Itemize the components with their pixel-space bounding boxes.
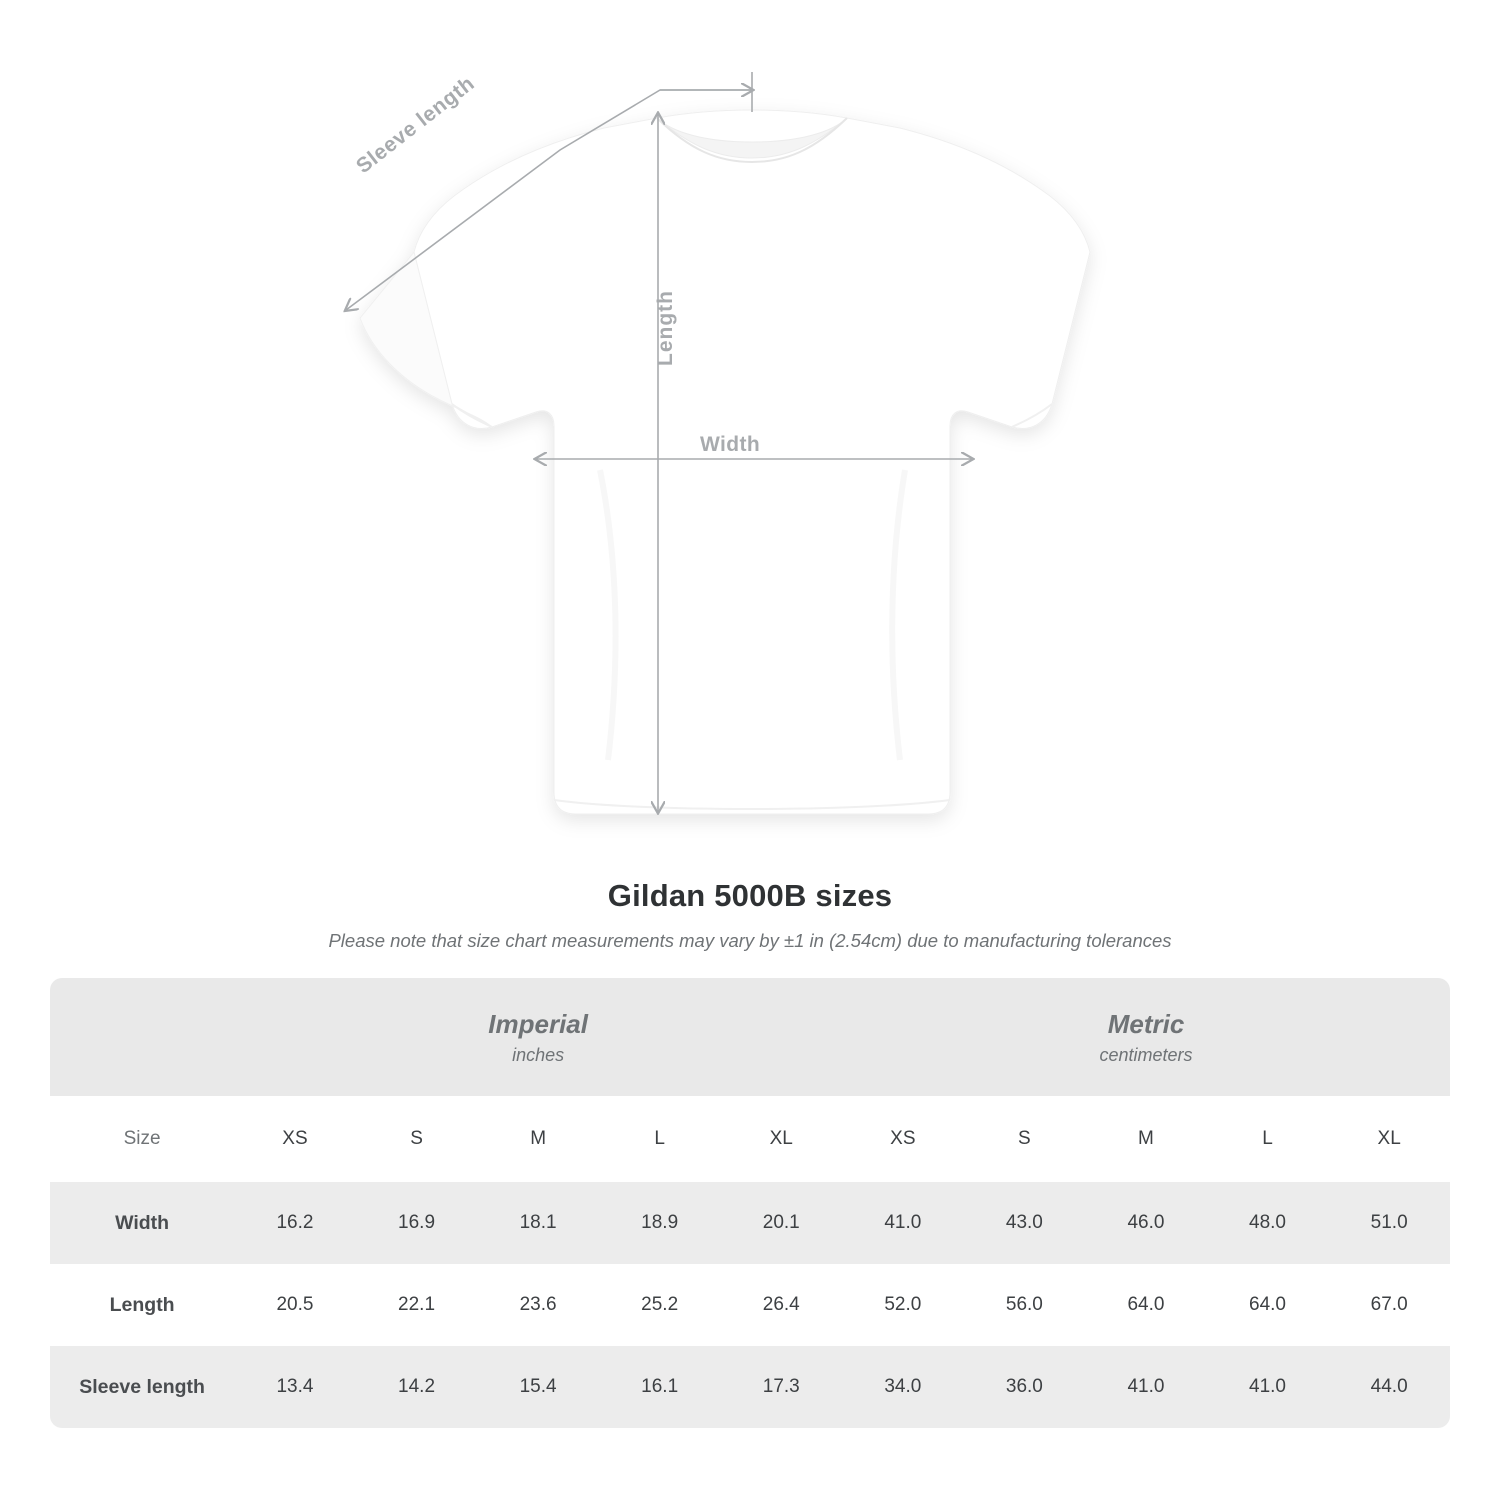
- cell-length-imperial-l: 25.2: [599, 1264, 721, 1346]
- cell-sleeve-imperial-xl: 17.3: [720, 1346, 842, 1428]
- size-table: [50, 978, 1450, 1428]
- table-row: [50, 1264, 1450, 1346]
- cell-width-metric-l: 48.0: [1207, 1182, 1329, 1264]
- cell-sleeve-imperial-l: 16.1: [599, 1346, 721, 1428]
- unit-header-spacer: [50, 978, 234, 1096]
- cell-width-metric-xl: 51.0: [1328, 1182, 1450, 1264]
- cell-sleeve-metric-xl: 44.0: [1328, 1346, 1450, 1428]
- size-header-imperial-m: M: [477, 1096, 599, 1182]
- cell-width-imperial-s: 16.9: [356, 1182, 478, 1264]
- size-header-row: [50, 1096, 1450, 1182]
- cell-width-metric-s: 43.0: [964, 1182, 1086, 1264]
- table-row: [50, 1346, 1450, 1428]
- cell-width-imperial-m: 18.1: [477, 1182, 599, 1264]
- cell-sleeve-imperial-s: 14.2: [356, 1346, 478, 1428]
- size-header-imperial-xs: XS: [234, 1096, 356, 1182]
- cell-length-metric-xs: 52.0: [842, 1264, 964, 1346]
- cell-length-metric-s: 56.0: [964, 1264, 1086, 1346]
- row-label-length: Length: [50, 1264, 234, 1346]
- cell-sleeve-metric-xs: 34.0: [842, 1346, 964, 1428]
- cell-sleeve-imperial-xs: 13.4: [234, 1346, 356, 1428]
- chart-title: Gildan 5000B sizes: [607, 878, 893, 913]
- size-header-imperial-s: S: [356, 1096, 478, 1182]
- cell-width-metric-m: 46.0: [1085, 1182, 1207, 1264]
- cell-length-metric-l: 64.0: [1207, 1264, 1329, 1346]
- tshirt-shape: [360, 110, 1090, 814]
- cell-length-imperial-xs: 20.5: [234, 1264, 356, 1346]
- row-label-sleeve-length: Sleeve length: [50, 1346, 234, 1428]
- size-header-metric-m: M: [1085, 1096, 1207, 1182]
- cell-sleeve-imperial-m: 15.4: [477, 1346, 599, 1428]
- size-header-label: Size: [50, 1096, 234, 1182]
- cell-length-imperial-s: 22.1: [356, 1264, 478, 1346]
- cell-length-metric-m: 64.0: [1085, 1264, 1207, 1346]
- size-table-wrapper: [50, 978, 1450, 1428]
- length-dimension-label: Length: [654, 290, 677, 366]
- width-dimension-label: Width: [700, 433, 761, 456]
- unit-group-imperial-sub: inches: [512, 1044, 565, 1065]
- cell-length-metric-xl: 67.0: [1328, 1264, 1450, 1346]
- unit-group-metric: [842, 978, 1450, 1096]
- unit-group-metric-sub: centimeters: [1099, 1044, 1193, 1065]
- cell-length-imperial-xl: 26.4: [720, 1264, 842, 1346]
- size-header-metric-xs: XS: [842, 1096, 964, 1182]
- row-label-width: Width: [50, 1182, 234, 1264]
- size-header-metric-l: L: [1207, 1096, 1329, 1182]
- cell-width-imperial-xs: 16.2: [234, 1182, 356, 1264]
- unit-group-imperial: [234, 978, 842, 1096]
- unit-group-imperial-name: Imperial: [488, 1009, 588, 1040]
- cell-width-imperial-l: 18.9: [599, 1182, 721, 1264]
- sleeve-dimension-label: Sleeve length: [352, 71, 479, 179]
- size-header-metric-s: S: [964, 1096, 1086, 1182]
- unit-group-metric-name: Metric: [1107, 1009, 1185, 1040]
- cell-sleeve-metric-s: 36.0: [964, 1346, 1086, 1428]
- size-header-imperial-l: L: [599, 1096, 721, 1182]
- unit-header-row: [50, 978, 1450, 1096]
- size-header-metric-xl: XL: [1328, 1096, 1450, 1182]
- cell-width-imperial-xl: 20.1: [720, 1182, 842, 1264]
- tolerance-note: Please note that size chart measurements may vary by ±1 in (2.54cm) due to manufacturing tolerances: [328, 930, 1172, 951]
- cell-sleeve-metric-l: 41.0: [1207, 1346, 1329, 1428]
- size-header-imperial-xl: XL: [720, 1096, 842, 1182]
- title-block: [0, 878, 1500, 952]
- cell-length-imperial-m: 23.6: [477, 1264, 599, 1346]
- cell-sleeve-metric-m: 41.0: [1085, 1346, 1207, 1428]
- table-row: [50, 1182, 1450, 1264]
- cell-width-metric-xs: 41.0: [842, 1182, 964, 1264]
